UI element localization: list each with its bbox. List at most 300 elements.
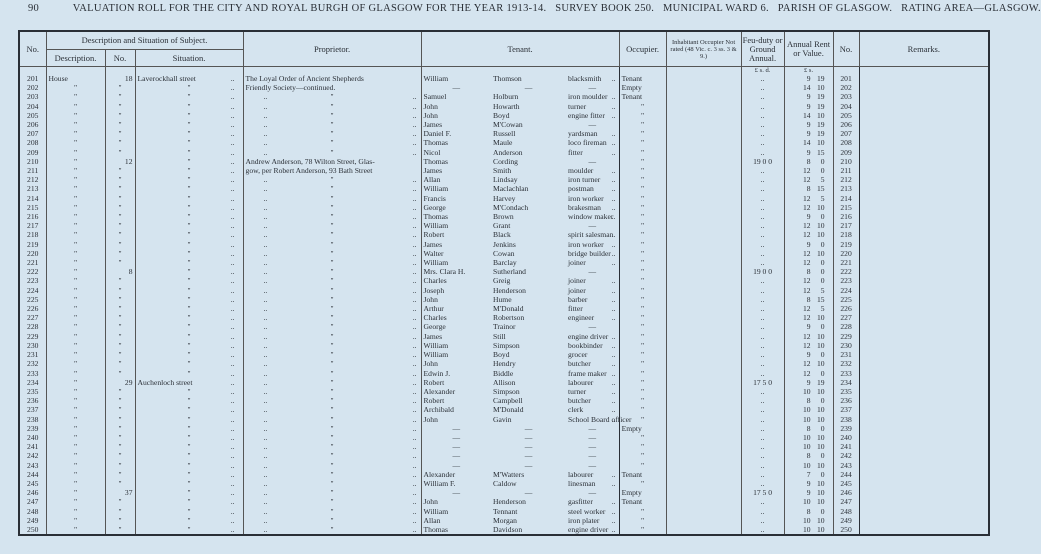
situation: " ..: [135, 221, 243, 230]
annual-rent: [784, 442, 833, 451]
situation: Laverockhall street ..: [135, 74, 243, 83]
header-inhabitant: Inhabitant Occupier Not rated (48 Vic. c. 3 ss. 3 & 9.): [666, 31, 741, 67]
table-row: [19, 102, 989, 111]
rent-pounds: 10: [802, 515, 811, 525]
tenant-occupation: bookbinder ..: [566, 341, 619, 350]
remarks: [859, 267, 989, 276]
remarks: [859, 415, 989, 424]
remarks: [859, 276, 989, 285]
situation: " ..: [135, 341, 243, 350]
inhabitant-occupier: [666, 203, 741, 212]
street-number: ": [105, 221, 135, 230]
tenant-occupation: fitter ..: [566, 148, 619, 157]
tenant-surname: Hume: [493, 294, 512, 304]
description: ": [46, 175, 105, 184]
inhabitant-occupier: [666, 267, 741, 276]
feu-duty: ..: [741, 120, 784, 129]
situation: " ..: [135, 332, 243, 341]
remarks: [859, 497, 989, 506]
remarks: [859, 332, 989, 341]
annual-rent: [784, 350, 833, 359]
tenant-surname: M'Donald: [493, 304, 524, 314]
tenant-first-name: John: [421, 111, 491, 120]
street-number: ": [105, 387, 135, 396]
street-number: ": [105, 286, 135, 295]
tenant-occupation: iron worker ..: [566, 194, 619, 203]
tenant-first-name: William: [421, 258, 491, 267]
table-row: [19, 341, 989, 350]
rent-shillings: 0: [820, 396, 825, 406]
annual-rent: [784, 488, 833, 497]
table-row: [19, 415, 989, 424]
occupier: Empty: [619, 488, 666, 497]
header-occupier: Occupier.: [619, 31, 666, 67]
occupier: ": [619, 451, 666, 460]
proprietor: gow, per Robert Anderson, 93 Bath Street: [243, 166, 421, 175]
tenant-first-name: Francis: [421, 194, 491, 203]
remarks: [859, 92, 989, 101]
proprietor: .. " ..: [243, 276, 421, 285]
description: ": [46, 479, 105, 488]
tenant-occupation: turner ..: [566, 387, 619, 396]
feu-duty: ..: [741, 286, 784, 295]
tenant-surname: Still: [493, 331, 506, 341]
street-number: ": [105, 129, 135, 138]
feu-duty: ..: [741, 184, 784, 193]
occupier: ": [619, 157, 666, 166]
description: ": [46, 341, 105, 350]
inhabitant-occupier: [666, 461, 741, 470]
annual-rent: [784, 92, 833, 101]
row-number-right: 247: [833, 497, 859, 506]
rent-shillings: 10: [816, 359, 825, 369]
rent-shillings: 10: [816, 230, 825, 240]
rent-pounds: 9: [806, 92, 811, 102]
tenant-first-name: William: [421, 341, 491, 350]
situation: " ..: [135, 295, 243, 304]
description: ": [46, 332, 105, 341]
description: ": [46, 148, 105, 157]
row-number-right: 201: [833, 74, 859, 83]
tenant-occupation: iron moulder ..: [566, 92, 619, 101]
proprietor: .. " ..: [243, 295, 421, 304]
feu-duty: ..: [741, 129, 784, 138]
tenant-surname: Simpson: [493, 340, 520, 350]
table-row: [19, 286, 989, 295]
rent-pounds: 9: [806, 212, 811, 222]
description: ": [46, 313, 105, 322]
row-number-right: 211: [833, 166, 859, 175]
situation: " ..: [135, 304, 243, 313]
description: ": [46, 451, 105, 460]
proprietor: Friendly Society—continued.: [243, 83, 421, 92]
occupier: ": [619, 332, 666, 341]
inhabitant-occupier: [666, 184, 741, 193]
tenant-occupation: spirit salesman ..: [566, 230, 619, 239]
table-row: [19, 497, 989, 506]
rent-shillings: 0: [820, 423, 825, 433]
annual-rent: [784, 230, 833, 239]
rent-pounds: 9: [806, 129, 811, 139]
tenant-surname: Harvey: [493, 193, 516, 203]
tenant-occupation: —: [588, 442, 597, 452]
tenant-surname: —: [524, 83, 533, 93]
occupier: ": [619, 276, 666, 285]
annual-rent: [784, 332, 833, 341]
inhabitant-occupier: [666, 387, 741, 396]
tenant-first-name: Allan: [421, 175, 491, 184]
tenant-surname: Grant: [493, 221, 511, 231]
tenant-first-name: George: [421, 203, 491, 212]
feu-duty: ..: [741, 148, 784, 157]
tenant-occupation: loco fireman ..: [566, 138, 619, 147]
feu-duty: ..: [741, 83, 784, 92]
row-number-right: 223: [833, 276, 859, 285]
proprietor: .. " ..: [243, 148, 421, 157]
tenant-occupation: joiner ..: [566, 258, 619, 267]
tenant-occupation: iron turner ..: [566, 175, 619, 184]
situation: " ..: [135, 111, 243, 120]
ward: MUNICIPAL WARD 6.: [663, 3, 769, 14]
row-number-right: 220: [833, 249, 859, 258]
description: ": [46, 120, 105, 129]
table-row: [19, 488, 989, 497]
rent-pounds: 12: [802, 221, 811, 231]
tenant-occupation: —: [588, 460, 597, 470]
tenant-surname: Boyd: [493, 110, 510, 120]
rent-shillings: 5: [820, 285, 825, 295]
tenant-occupation: —: [588, 221, 597, 231]
feu-duty: ..: [741, 313, 784, 322]
rent-pounds: 10: [802, 524, 811, 534]
situation: " ..: [135, 267, 243, 276]
rent-shillings: 19: [816, 120, 825, 130]
tenant-first-name: Thomas: [421, 138, 491, 147]
table-row: [19, 424, 989, 433]
annual-rent: [784, 240, 833, 249]
annual-rent: [784, 295, 833, 304]
table-row: [19, 442, 989, 451]
inhabitant-occupier: [666, 74, 741, 83]
rent-pounds: 9: [806, 74, 811, 83]
situation: " ..: [135, 276, 243, 285]
tenant-first-name: Charles: [421, 313, 491, 322]
inhabitant-occupier: [666, 341, 741, 350]
annual-rent: [784, 304, 833, 313]
rent-shillings: 10: [816, 405, 825, 415]
rent-pounds: 14: [802, 138, 811, 148]
occupier: ": [619, 166, 666, 175]
rent-shillings: 5: [820, 304, 825, 314]
remarks: [859, 240, 989, 249]
rent-shillings: 10: [816, 442, 825, 452]
occupier: ": [619, 433, 666, 442]
table-row: [19, 276, 989, 285]
description: ": [46, 194, 105, 203]
situation: " ..: [135, 479, 243, 488]
tenant-first-name: William: [421, 74, 491, 83]
situation: " ..: [135, 138, 243, 147]
feu-duty: ..: [741, 258, 784, 267]
proprietor: .. " ..: [243, 194, 421, 203]
street-number: 29: [105, 378, 135, 387]
tenant-first-name: Archibald: [421, 405, 491, 414]
tenant-occupation: labourer ..: [566, 378, 619, 387]
situation: " ..: [135, 92, 243, 101]
tenant-first-name: —: [421, 442, 491, 451]
rent-shillings: 0: [820, 451, 825, 461]
inhabitant-occupier: [666, 249, 741, 258]
street-number: ": [105, 203, 135, 212]
rent-shillings: 19: [816, 129, 825, 139]
rent-pounds: 12: [802, 175, 811, 185]
street-number: ": [105, 120, 135, 129]
remarks: [859, 184, 989, 193]
annual-rent: [784, 451, 833, 460]
annual-rent: [784, 276, 833, 285]
rent-pounds: 8: [806, 506, 811, 516]
proprietor: .. " ..: [243, 461, 421, 470]
rent-shillings: 19: [816, 92, 825, 102]
annual-rent: [784, 479, 833, 488]
row-number-right: 224: [833, 286, 859, 295]
row-number: 249: [19, 516, 46, 525]
occupier: Tenant: [619, 74, 666, 83]
feu-duty: ..: [741, 516, 784, 525]
table-row: [19, 295, 989, 304]
tenant-surname: Brown: [493, 212, 514, 222]
tenant-occupation: fitter ..: [566, 304, 619, 313]
header-number: No.: [105, 50, 135, 67]
row-number: 213: [19, 184, 46, 193]
remarks: [859, 74, 989, 83]
feu-duty: ..: [741, 249, 784, 258]
situation: " ..: [135, 488, 243, 497]
street-number: ": [105, 461, 135, 470]
description: ": [46, 442, 105, 451]
inhabitant-occupier: [666, 470, 741, 479]
remarks: [859, 249, 989, 258]
header-situation: Situation.: [135, 50, 243, 67]
tenant-occupation: engineer ..: [566, 313, 619, 322]
table-row: [19, 433, 989, 442]
annual-rent: [784, 267, 833, 276]
description: ": [46, 166, 105, 175]
feu-duty: ..: [741, 322, 784, 331]
description: ": [46, 387, 105, 396]
proprietor: .. " ..: [243, 488, 421, 497]
situation: " ..: [135, 184, 243, 193]
tenant-surname: Tennant: [493, 506, 518, 516]
table-row: [19, 461, 989, 470]
rent-pounds: 10: [802, 432, 811, 442]
situation: " ..: [135, 507, 243, 516]
situation: " ..: [135, 359, 243, 368]
annual-rent: [784, 83, 833, 92]
tenant-occupation: —: [588, 488, 597, 498]
situation: " ..: [135, 258, 243, 267]
tenant-surname: Holburn: [493, 92, 519, 102]
feu-duty: ..: [741, 92, 784, 101]
annual-rent: [784, 286, 833, 295]
remarks: [859, 387, 989, 396]
street-number: ": [105, 525, 135, 535]
inhabitant-occupier: [666, 433, 741, 442]
rent-pounds: 8: [806, 184, 811, 194]
proprietor: .. " ..: [243, 332, 421, 341]
rent-pounds: 12: [802, 340, 811, 350]
table-row: [19, 175, 989, 184]
situation: " ..: [135, 203, 243, 212]
remarks: [859, 212, 989, 221]
roll-title: VALUATION ROLL FOR THE CITY AND ROYAL BURGH OF GLASGOW FOR THE YEAR 1913-14.: [72, 3, 547, 14]
tenant-first-name: Robert: [421, 396, 491, 405]
occupier: ": [619, 341, 666, 350]
tenant-first-name: Alexander: [421, 470, 491, 479]
inhabitant-occupier: [666, 304, 741, 313]
row-number-right: 219: [833, 240, 859, 249]
inhabitant-occupier: [666, 212, 741, 221]
street-number: ": [105, 212, 135, 221]
inhabitant-occupier: [666, 295, 741, 304]
tenant-occupation: postman ..: [566, 184, 619, 193]
row-number: 227: [19, 313, 46, 322]
tenant-surname: Simpson: [493, 386, 520, 396]
tenant-first-name: Allan: [421, 516, 491, 525]
description: ": [46, 488, 105, 497]
rent-pounds: 10: [802, 497, 811, 507]
rent-shillings: 10: [816, 248, 825, 258]
row-number: 215: [19, 203, 46, 212]
rent-pounds: 12: [802, 313, 811, 323]
description: ": [46, 295, 105, 304]
feu-duty: ..: [741, 194, 784, 203]
rent-units: £ s.: [784, 67, 833, 75]
remarks: [859, 405, 989, 414]
remarks: [859, 516, 989, 525]
tenant-surname: Lindsay: [493, 175, 518, 185]
row-number: 222: [19, 267, 46, 276]
feu-duty: ..: [741, 212, 784, 221]
table-row: [19, 249, 989, 258]
situation: " ..: [135, 286, 243, 295]
tenant-occupation: —: [588, 83, 597, 93]
occupier: ": [619, 138, 666, 147]
occupier: ": [619, 221, 666, 230]
remarks: [859, 230, 989, 239]
occupier: ": [619, 479, 666, 488]
tenant-occupation: engine driver ..: [566, 525, 619, 535]
rent-shillings: 0: [820, 156, 825, 166]
feu-duty: ..: [741, 341, 784, 350]
occupier: ": [619, 267, 666, 276]
occupier: ": [619, 240, 666, 249]
street-number: ": [105, 479, 135, 488]
tenant-surname: Robertson: [493, 313, 525, 323]
description: ": [46, 258, 105, 267]
tenant-first-name: Thomas: [421, 157, 491, 166]
table-row: [19, 74, 989, 83]
tenant-surname: —: [524, 460, 533, 470]
row-number-right: 233: [833, 369, 859, 378]
situation: " ..: [135, 387, 243, 396]
remarks: [859, 396, 989, 405]
tenant-first-name: John: [421, 415, 491, 424]
proprietor: .. " ..: [243, 120, 421, 129]
inhabitant-occupier: [666, 378, 741, 387]
tenant-first-name: James: [421, 166, 491, 175]
rent-pounds: 8: [806, 396, 811, 406]
tenant-occupation: barber ..: [566, 295, 619, 304]
inhabitant-occupier: [666, 369, 741, 378]
header-proprietor: Proprietor.: [243, 31, 421, 67]
remarks: [859, 461, 989, 470]
tenant-surname: Anderson: [493, 147, 523, 157]
proprietor: .. " ..: [243, 341, 421, 350]
occupier: ": [619, 304, 666, 313]
table-row: [19, 313, 989, 322]
occupier: Tenant: [619, 92, 666, 101]
feu-duty: ..: [741, 424, 784, 433]
remarks: [859, 470, 989, 479]
header-no2: No.: [833, 31, 859, 67]
rent-shillings: 19: [816, 101, 825, 111]
feu-duty: 17 5 0: [741, 378, 784, 387]
remarks: [859, 433, 989, 442]
description: ": [46, 350, 105, 359]
row-number: 210: [19, 157, 46, 166]
rent-shillings: 5: [820, 193, 825, 203]
inhabitant-occupier: [666, 405, 741, 414]
rent-shillings: 10: [816, 478, 825, 488]
rent-pounds: 9: [806, 478, 811, 488]
rent-shillings: 15: [816, 184, 825, 194]
description: ": [46, 267, 105, 276]
rent-pounds: 12: [802, 368, 811, 378]
remarks: [859, 221, 989, 230]
tenant-first-name: George: [421, 322, 491, 331]
row-number: 203: [19, 92, 46, 101]
rent-shillings: 5: [820, 175, 825, 185]
rent-shillings: 0: [820, 258, 825, 268]
remarks: [859, 111, 989, 120]
proprietor: .. " ..: [243, 525, 421, 535]
proprietor: .. " ..: [243, 221, 421, 230]
street-number: ": [105, 332, 135, 341]
situation: " ..: [135, 240, 243, 249]
row-number: 212: [19, 175, 46, 184]
annual-rent: [784, 322, 833, 331]
row-number-right: 215: [833, 203, 859, 212]
row-number: 204: [19, 102, 46, 111]
occupier: ": [619, 415, 666, 424]
tenant-first-name: John: [421, 359, 491, 368]
tenant-occupation: linesman ..: [566, 479, 619, 488]
tenant-surname: Henderson: [493, 497, 526, 507]
table-row: [19, 267, 989, 276]
table-row: [19, 516, 989, 525]
row-number-right: 241: [833, 442, 859, 451]
row-number-right: 245: [833, 479, 859, 488]
tenant-occupation: window maker ..: [566, 212, 619, 221]
feu-duty: ..: [741, 240, 784, 249]
feu-units: £ s. d.: [741, 67, 784, 75]
row-number: 207: [19, 129, 46, 138]
remarks: [859, 322, 989, 331]
street-number: ": [105, 359, 135, 368]
tenant-occupation: moulder ..: [566, 166, 619, 175]
rent-shillings: 10: [816, 83, 825, 93]
